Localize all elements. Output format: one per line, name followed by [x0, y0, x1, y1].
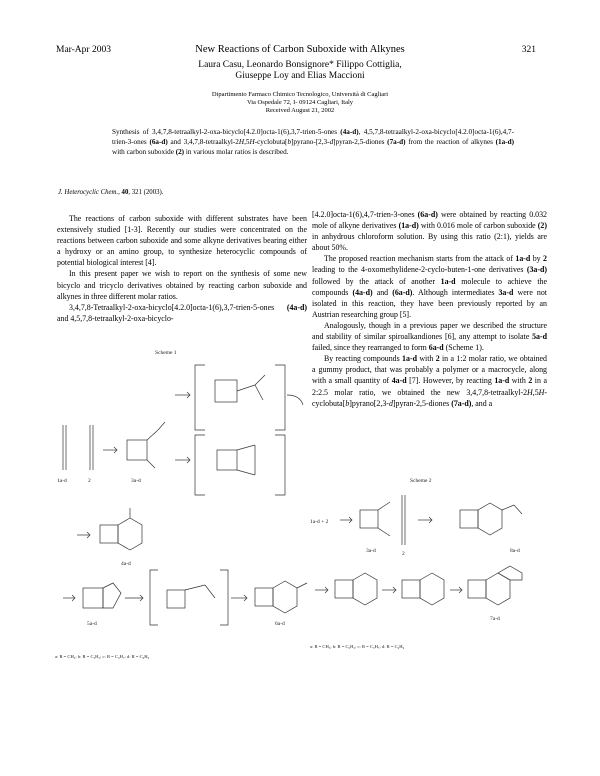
cyclobutene-ring — [100, 525, 118, 543]
authors-line-2: Giuseppe Loy and Elias Maccioni — [235, 71, 365, 81]
bracket-right — [275, 365, 285, 430]
pyranone-ring-2 — [498, 566, 522, 580]
received-date: Received August 21, 2002 — [265, 107, 335, 114]
cyclobutene-ring — [460, 510, 478, 528]
paragraph: Analogously, though in a previous paper we described the structure and stability of similar spiroalkandiones [6], any attempt to isolate 5a-d failed, since they rearranged to form 6a-d (Scheme 1). — [312, 320, 547, 353]
paragraph: In this present paper we wish to report on the synthesis of some new bicyclo and tricyclo derivatives obtained by reacting carbon suboxide and alkynes in three different molar ratios. — [57, 269, 307, 301]
label-3a-d: 3a-d — [131, 478, 141, 484]
scheme-2-figure — [310, 470, 550, 670]
paragraph: By reacting compounds 1a-d with 2 in a 1:2 molar ratio, we obtained a gummy product, that was probably a polymer or a macrocycle, along with a small quantity of 4a-d [7]. However, by reacting 1a-d with 2 in a 2:2.5 molar ratio, we obtained the new 3,4,7,8-tetraalkyl-2H,5H-cyclobuta[b]pyrano[2,3-d]pyran-2,5-diones (7a-d), and a — [312, 354, 547, 408]
affiliation-address: Via Ospedale 72, I- 09124 Cagliari, Italy — [246, 99, 354, 106]
label-2: 2 — [88, 478, 91, 484]
affiliation-department: Dipartimento Farmaco Chimico Tecnologico, Università di Cagliari — [211, 91, 389, 98]
scheme-1-title: Scheme 1 — [155, 350, 177, 356]
paragraph: 3,4,7,8-Tetraalkyl-2-oxa-bicyclo[4.2.0]octa-1(6),3,7-trien-5-ones (4a-d) and 4,5,7,8-tetraalkyl-2-oxa-bicyclo- — [57, 302, 307, 323]
scheme-1-footnote: a: R = CH₃; b: R = C₂H₅; c: R = C₃H₇; d: R = C₄H₉ — [55, 654, 150, 659]
left-column — [57, 213, 307, 324]
cyclobutene-ring — [215, 380, 237, 402]
pyranone-ring — [353, 573, 377, 605]
pyranone-ring — [478, 503, 502, 535]
page-title: New Reactions of Carbon Suboxide with Alkynes — [195, 44, 405, 55]
authors-line-1: Laura Casu, Leonardo Bonsignore* Filippo Cottiglia, — [198, 60, 402, 70]
citation: J. Heterocyclic Chem., 40, 321 (2003). — [58, 189, 164, 196]
paragraph: The reactions of carbon suboxide with different substrates have been extensively studied [1-3]. Recently our studies were concentrated on the reactions between carbon suboxide and some alkyne derivatives bearing either a hydroxy or an amino group, to synthesize heterocyclic compounds of potential biological interest [4]. — [57, 214, 307, 268]
cyclobutene-ring — [360, 510, 378, 528]
cyclobutene-ring — [83, 588, 103, 608]
cyclobutene-ring — [468, 580, 486, 598]
right-column — [312, 209, 547, 409]
label-2: 2 — [402, 551, 405, 557]
bracket-left — [195, 365, 205, 430]
reactants-label: 1a-d + 2 — [310, 519, 329, 525]
cyclobutene-ring — [335, 580, 353, 598]
page-number: 321 — [521, 45, 536, 55]
paragraph: The proposed reaction mechanism starts from the attack of 1a-d by 2 leading to the 4-oxomethylidene-2-cyclo-buten-1-one derivatives (3a-d) followed by the attack of another 1a-d molecule to achieve the compounds (4a-d) and (6a-d). Although intermediates 3a-d were not isolated in this reaction, they have been previously reported by an Austrian researching group [5]. — [312, 254, 547, 319]
scheme-2-footnote: a: R = CH₃; b: R = C₂H₅; c: R = C₃H₇; d: R = C₄H₉ — [310, 644, 405, 649]
journal-issue: Mar-Apr 2003 — [56, 45, 111, 55]
spiro-ring — [103, 583, 121, 608]
scheme-2-title: Scheme 2 — [410, 478, 432, 484]
label-5a-d: 5a-d — [87, 621, 97, 627]
label-3a-d: 3a-d — [366, 548, 376, 554]
label-7a-d: 7a-d — [490, 616, 500, 622]
label-8a-d: 8a-d — [510, 548, 520, 554]
pyranone-ring — [273, 581, 297, 613]
cyclobutene-ring — [127, 440, 147, 460]
pyranone-ring — [118, 518, 142, 550]
cyclobutene-ring — [255, 588, 273, 606]
label-6a-d: 6a-d — [275, 621, 285, 627]
label-1a-d: 1a-d — [57, 478, 67, 484]
abstract: Synthesis of 3,4,7,8-tetraalkyl-2-oxa-bicyclo[4.2.0]octa-1(6),3,7-trien-5-ones (4a-d), 4,5,7,8-tetraalkyl-2-oxa-bicyclo[4.2.0]octa-1(6),4,7-trien-3-ones (6a-d) and 3,4,7,8-tetraalkyl-2H,5H-cyclobuta[b]pyrano-[2,3-d]pyran-2,5-diones (7a-d) from the reaction of alkynes (1a-d) with carbon suboxide (2) in various molar ratios is described. — [112, 128, 515, 156]
label-4a-d: 4a-d — [121, 561, 131, 567]
scheme-1-figure — [55, 340, 310, 670]
paragraph: [4.2.0]octa-1(6),4,7-trien-3-ones (6a-d) were obtained by reacting 0.032 mole of alkyne derivatives (1a-d) with 0.016 mole of carbon suboxide (2) in anhydrous chloroform solution. By using this ratio (2:1), yields are about 50%. — [312, 210, 548, 253]
